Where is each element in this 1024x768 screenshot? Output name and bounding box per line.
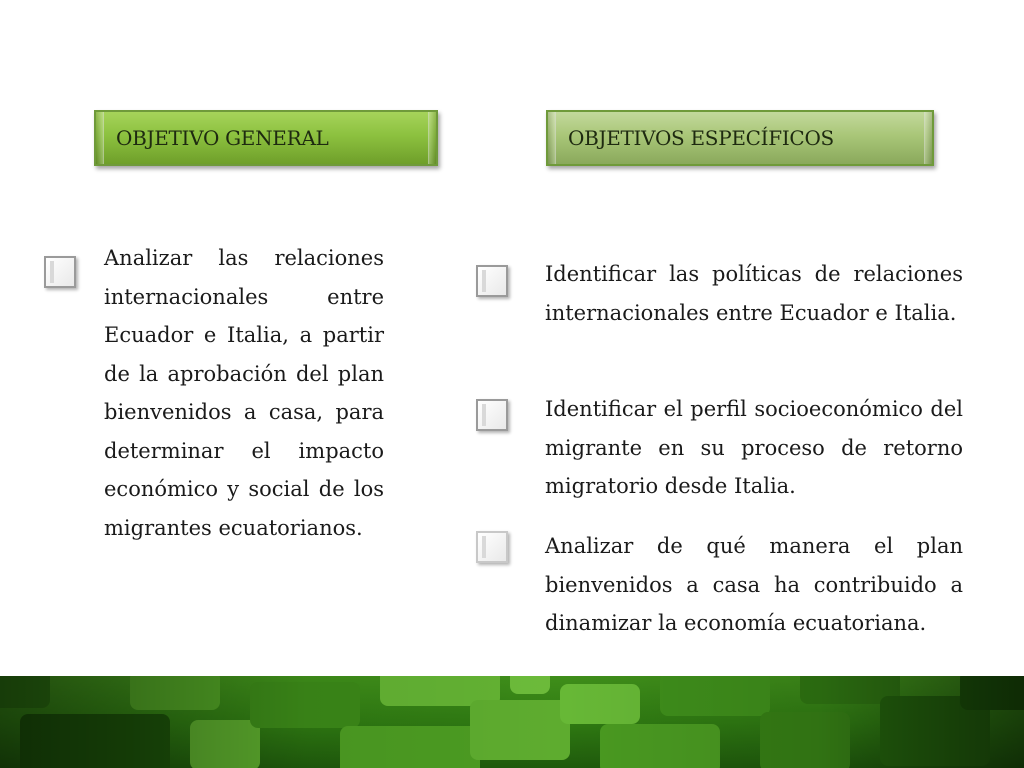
checkbox-bullet-icon: [476, 399, 508, 431]
header-right-edge: [924, 112, 932, 164]
decorative-green-band: [0, 676, 1024, 768]
checkbox-bullet-icon: [476, 265, 508, 297]
checkbox-bullet-icon: [44, 256, 76, 288]
header-left-edge: [548, 112, 556, 164]
objetivo-general-header: [94, 110, 438, 166]
header-right-edge: [428, 112, 436, 164]
header-left-edge: [96, 112, 104, 164]
checkbox-bullet-icon: [476, 531, 508, 563]
objetivos-especificos-title: OBJETIVOS ESPECÍFICOS: [568, 126, 834, 150]
objetivo-especifico-2: Identificar el perfil socioeconómico del migrante en su proceso de retorno migratorio desde Italia.: [545, 397, 963, 498]
objetivo-especifico-1: Identificar las políticas de relaciones internacionales entre Ecuador e Italia.: [545, 262, 963, 325]
objetivos-especificos-header: [546, 110, 934, 166]
objetivo-general-title: OBJETIVO GENERAL: [116, 126, 329, 150]
objetivo-general-text: Analizar las relaciones internacionales entre Ecuador e Italia, a partir de la aprobación del plan bienvenidos a casa, para determinar el impacto económico y social de los migrantes ecuatorianos.: [104, 246, 384, 540]
objetivo-especifico-3: Analizar de qué manera el plan bienvenidos a casa ha contribuido a dinamizar la economía ecuatoriana.: [545, 534, 963, 635]
